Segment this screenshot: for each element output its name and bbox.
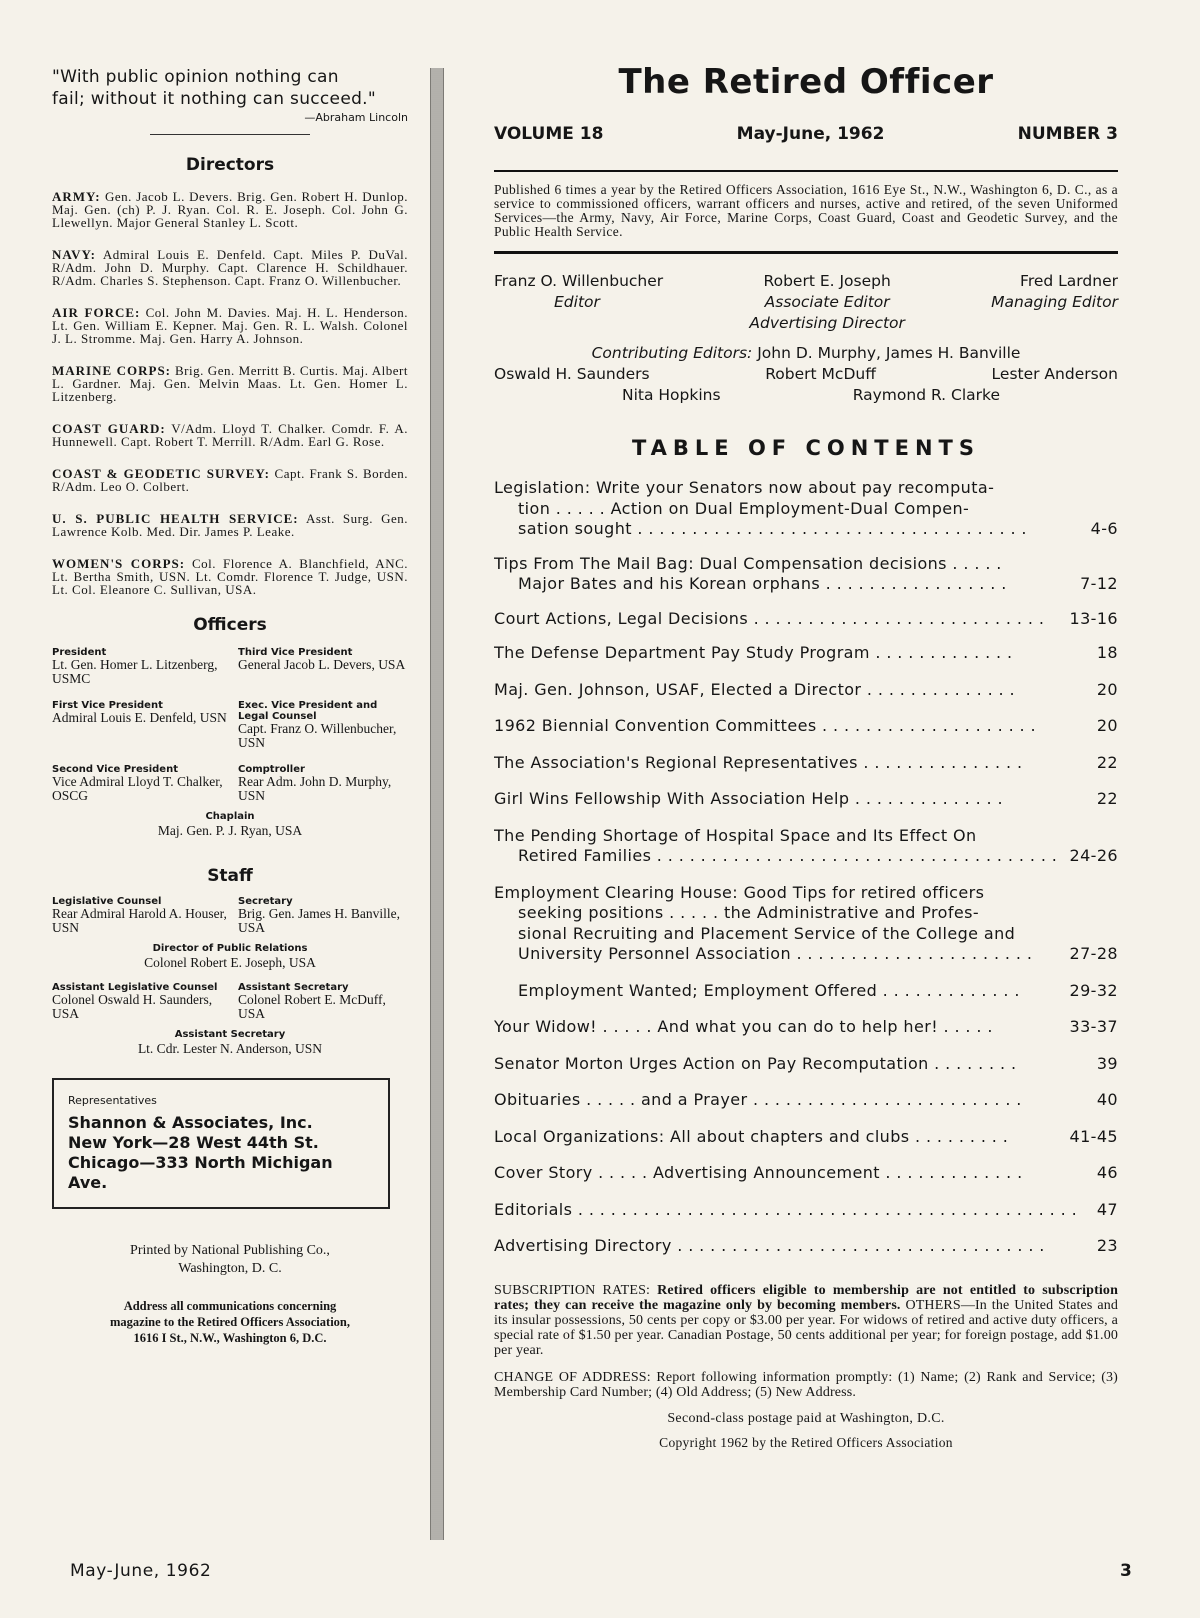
toc-entry-line: The Defense Department Pay Study Program . . . . . . . . . . . . . — [494, 643, 1013, 662]
staff-grid-2 — [52, 982, 408, 1021]
toc-entry-line: Obituaries . . . . . and a Prayer . . . . . . . . . . . . . . . . . . . . . . . . . — [494, 1090, 1022, 1109]
masthead-rule-thick — [494, 251, 1118, 254]
contributor-name: Oswald H. Saunders — [494, 365, 650, 383]
toc-entry[interactable] — [494, 554, 1118, 595]
toc-entry-line: Girl Wins Fellowship With Association Help . . . . . . . . . . . . . . — [494, 789, 1004, 808]
toc-entry-line: Legislation: Write your Senators now about pay recomputa- — [494, 478, 995, 497]
representatives-label: Representatives — [68, 1094, 157, 1107]
toc-entry[interactable] — [494, 1200, 1118, 1221]
quote-line-1: "With public opinion nothing can — [52, 67, 339, 87]
toc-entry[interactable] — [494, 981, 1118, 1002]
toc-entry-line: University Personnel Association . . . . . . . . . . . . . . . . . . . . . . — [518, 944, 1033, 963]
staff-title: Staff — [207, 866, 253, 886]
toc-entry[interactable] — [494, 680, 1118, 701]
staff-entry: Secretary Brig. Gen. James H. Banville, USA — [238, 896, 400, 935]
toc-page-number: 24-26 — [1069, 846, 1118, 865]
toc-title: TABLE OF CONTENTS — [631, 436, 981, 460]
toc-page-number: 40 — [1096, 1090, 1118, 1109]
officer-entry: Comptroller Rear Adm. John D. Murphy, USN — [238, 764, 392, 803]
toc-page-number: 4-6 — [1090, 519, 1118, 538]
toc-entry-line: seeking positions . . . . . the Administrative and Profes- — [518, 903, 980, 922]
staff-entry: Assistant Legislative Counsel Colonel Oswald H. Saunders, USA — [52, 982, 218, 1021]
directors-list — [52, 190, 408, 596]
column-divider — [430, 68, 444, 1540]
toc-page-number: 7-12 — [1080, 574, 1118, 593]
toc-entry-line: Cover Story . . . . . Advertising Announcement . . . . . . . . . . . . . — [494, 1163, 1023, 1182]
toc-entry[interactable] — [494, 883, 1118, 965]
toc-entry[interactable] — [494, 1090, 1118, 1111]
toc-entry-line: Employment Wanted; Employment Offered . . . . . . . . . . . . . — [518, 980, 1020, 1000]
contributor-name: Robert McDuff — [765, 365, 876, 383]
representatives-line: Shannon & Associates, Inc. — [68, 1113, 313, 1132]
director-group: U. S. PUBLIC HEALTH SERVICE: Asst. Surg. Gen. Lawrence Kolb. Med. Dir. James P. Leake. — [52, 511, 408, 539]
toc-entry-line: 1962 Biennial Convention Committees . . . . . . . . . . . . . . . . . . . . — [494, 716, 1037, 735]
toc-page-number: 27-28 — [1069, 944, 1118, 963]
toc-entry[interactable] — [494, 1163, 1118, 1184]
footer-date: May-June, 1962 — [70, 1561, 212, 1581]
toc-entry[interactable] — [494, 1127, 1118, 1148]
contributing-editors — [494, 343, 1118, 406]
issue-number: NUMBER 3 — [1017, 124, 1118, 144]
staff-entry: Assistant Secretary Colonel Robert E. McDuff, USA — [238, 982, 386, 1021]
toc-entry-line: Employment Clearing House: Good Tips for retired officers — [494, 882, 985, 902]
quote-attribution: —Abraham Lincoln — [304, 111, 408, 124]
toc-page-number: 39 — [1096, 1053, 1118, 1073]
toc-entry-line: Advertising Directory . . . . . . . . . . . . . . . . . . . . . . . . . . . . . . . . . . — [494, 1236, 1045, 1255]
toc-page-number: 47 — [1096, 1199, 1118, 1219]
staff-entry: Director of Public Relations Colonel Robert E. Joseph, USA — [144, 943, 316, 970]
contributing-names: John D. Murphy, James H. Banville — [757, 344, 1021, 362]
quote-block — [52, 66, 408, 135]
toc-entry-line: The Pending Shortage of Hospital Space and Its Effect On — [494, 825, 977, 845]
page-number: 3 — [1120, 1561, 1132, 1581]
toc-entry-line: Major Bates and his Korean orphans . . . . . . . . . . . . . . . . . — [518, 574, 1007, 593]
toc-page-number: 20 — [1096, 679, 1118, 699]
director-group: ARMY: Gen. Jacob L. Devers. Brig. Gen. Robert H. Dunlop. Maj. Gen. (ch) P. J. Ryan. Col. R. E. Joseph. Col. John G. Llewellyn. Major General Stanley L. Scott. — [52, 189, 409, 230]
toc-page-number: 22 — [1096, 789, 1118, 808]
directors-title: Directors — [185, 155, 275, 175]
staff-grid — [52, 896, 408, 935]
representatives-box — [52, 1078, 390, 1209]
toc-entry[interactable] — [494, 609, 1118, 630]
printer-credit: Printed by National Publishing Co., Washington, D. C. — [130, 1243, 330, 1276]
postage-note: Second-class postage paid at Washington, D.C. — [667, 1410, 945, 1426]
toc-entry-line: sional Recruiting and Placement Service of the College and — [518, 923, 1016, 943]
toc-entry-line: sation sought . . . . . . . . . . . . . . . . . . . . . . . . . . . . . . . . . . . . — [518, 519, 1027, 538]
toc-entry[interactable] — [494, 789, 1118, 810]
left-column — [52, 66, 408, 1346]
editors-row — [494, 271, 1118, 334]
director-group: MARINE CORPS: Brig. Gen. Merritt B. Curtis. Maj. Albert L. Gardner. Maj. Gen. Melvin Maas. Lt. Gen. Homer L. Litzenberg. — [52, 363, 408, 404]
toc-entry-line: Editorials . . . . . . . . . . . . . . . . . . . . . . . . . . . . . . . . . . . . . . . . . . . . . . — [494, 1199, 1078, 1219]
editor-entry: Franz O. Willenbucher Editor — [494, 272, 664, 311]
representatives-line: Chicago—333 North Michigan — [68, 1153, 333, 1172]
toc-entry[interactable] — [494, 478, 1118, 540]
quote-divider — [150, 134, 310, 135]
issue-info-row — [494, 124, 1118, 144]
chaplain-entry: Chaplain Maj. Gen. P. J. Ryan, USA — [157, 811, 303, 838]
right-column — [494, 60, 1118, 1451]
toc-page-number: 20 — [1096, 716, 1118, 735]
toc-entry-line: The Association's Regional Representatives . . . . . . . . . . . . . . . — [494, 752, 1023, 772]
magazine-title: The Retired Officer — [618, 62, 994, 102]
toc-page-number: 29-32 — [1069, 980, 1118, 1000]
toc-entry-line: Your Widow! . . . . . And what you can do to help her! . . . . . — [494, 1017, 993, 1036]
toc-list — [494, 478, 1118, 1257]
officer-entry: Third Vice President General Jacob L. Devers, USA — [238, 647, 406, 672]
toc-page-number: 41-45 — [1069, 1126, 1118, 1146]
publication-note: Published 6 times a year by the Retired Officers Association, 1616 Eye St., N.W., Washington 6, D. C., as a service to commissioned officers, warrant officers and nurses, active and retired, of the seven Uniformed Services—the Army, Navy, Air Force, Marine Corps, Coast Guard, Coast and Geodetic Survey, and the Public Health Service. — [494, 182, 1118, 239]
contributor-name: Lester Anderson — [991, 365, 1118, 383]
editor-entry: Robert E. Joseph Associate Editor Advertising Director — [749, 272, 905, 332]
toc-entry-line: Senator Morton Urges Action on Pay Recomputation . . . . . . . . — [494, 1053, 1017, 1073]
director-group: COAST GUARD: V/Adm. Lloyd T. Chalker. Comdr. F. A. Hunnewell. Capt. Robert T. Merrill. R/Adm. Earl G. Rose. — [52, 421, 408, 449]
quote-line-2: fail; without it nothing can succeed." — [52, 89, 376, 109]
officer-entry: Exec. Vice President and Legal Counsel Capt. Franz O. Willenbucher, USN — [238, 700, 397, 750]
toc-entry[interactable] — [494, 643, 1118, 664]
representatives-line: New York—28 West 44th St. — [68, 1133, 319, 1152]
officers-grid — [52, 647, 408, 803]
contributing-label: Contributing Editors: — [591, 344, 753, 362]
toc-page-number: 22 — [1096, 752, 1118, 772]
officer-entry: President Lt. Gen. Homer L. Litzenberg, USMC — [52, 647, 218, 686]
toc-page-number: 46 — [1096, 1163, 1118, 1182]
contributor-name: Nita Hopkins — [622, 386, 721, 404]
toc-entry-line: Maj. Gen. Johnson, USAF, Elected a Director . . . . . . . . . . . . . . — [494, 679, 1016, 699]
director-group: NAVY: Admiral Louis E. Denfeld. Capt. Miles P. DuVal. R/Adm. John D. Murphy. Capt. Clarence H. Schildhauer. R/Adm. Charles S. Stephenson. Capt. Franz O. Willenbucher. — [52, 247, 408, 288]
toc-entry[interactable] — [494, 1017, 1118, 1038]
contributor-name: Raymond R. Clarke — [852, 386, 1000, 404]
toc-page-number: 18 — [1096, 643, 1118, 662]
toc-entry-line: Local Organizations: All about chapters and clubs . . . . . . . . . — [494, 1126, 1009, 1146]
toc-entry[interactable] — [494, 826, 1118, 867]
toc-page-number: 13-16 — [1069, 608, 1118, 628]
copyright-note: Copyright 1962 by the Retired Officers Association — [659, 1434, 953, 1450]
address-note: Address all communications concerning magazine to the Retired Officers Association, 1616 I St., N.W., Washington 6, D.C. — [110, 1299, 350, 1345]
masthead-rule — [494, 170, 1118, 172]
director-group: WOMEN'S CORPS: Col. Florence A. Blanchfield, ANC. Lt. Bertha Smith, USN. Lt. Comdr. Florence T. Judge, USN. Lt. Col. Eleanore C. Sullivan, USA. — [52, 556, 409, 597]
representatives-line: Ave. — [68, 1173, 108, 1192]
toc-entry-line: tion . . . . . Action on Dual Employment-Dual Compen- — [518, 498, 970, 518]
officers-title: Officers — [193, 615, 267, 635]
change-of-address: CHANGE OF ADDRESS: Report following information promptly: (1) Name; (2) Rank and Service; (3) Membership Card Number; (4) Old Address; (5) New Address. — [494, 1369, 1118, 1400]
toc-page-number: 23 — [1096, 1236, 1118, 1255]
subscription-rates: SUBSCRIPTION RATES: Retired officers eligible to membership are not entitled to subscription rates; they can receive the magazine only by becoming members. OTHERS—In the United States and its insular possessions, 50 cents per copy or $3.00 per year. For widows of retired and active duty officers, a special rate of $1.50 per year. Canadian Postage, 50 cents additional per year; for foreign postage, add $1.00 per year. — [494, 1282, 1119, 1358]
staff-entry: Assistant Secretary Lt. Cdr. Lester N. Anderson, USN — [137, 1029, 323, 1056]
volume-label: VOLUME 18 — [494, 124, 604, 144]
director-group: AIR FORCE: Col. John M. Davies. Maj. H. L. Henderson. Lt. Gen. William E. Kepner. Maj. Gen. R. L. Walsh. Colonel J. L. Stromme. Maj. Gen. Harry A. Johnson. — [52, 305, 409, 346]
toc-page-number: 33-37 — [1069, 1017, 1118, 1036]
officer-entry: Second Vice President Vice Admiral Lloyd T. Chalker, OSCG — [52, 764, 223, 803]
toc-entry[interactable] — [494, 1236, 1118, 1257]
toc-entry[interactable] — [494, 1054, 1118, 1075]
toc-entry-line: Retired Families . . . . . . . . . . . . . . . . . . . . . . . . . . . . . . . . . . . . . — [518, 846, 1058, 865]
toc-entry-line: Tips From The Mail Bag: Dual Compensation decisions . . . . . — [494, 553, 1002, 573]
toc-entry[interactable] — [494, 716, 1118, 737]
issue-date: May-June, 1962 — [736, 124, 885, 144]
toc-entry-line: Court Actions, Legal Decisions . . . . . . . . . . . . . . . . . . . . . . . . . . . — [494, 608, 1045, 628]
toc-entry[interactable] — [494, 753, 1118, 774]
staff-entry: Legislative Counsel Rear Admiral Harold A. Houser, USN — [52, 896, 227, 935]
editor-entry: Fred Lardner Managing Editor — [991, 272, 1118, 311]
officer-entry: First Vice President Admiral Louis E. Denfeld, USN — [52, 700, 227, 725]
director-group: COAST & GEODETIC SURVEY: Capt. Frank S. Borden. R/Adm. Leo O. Colbert. — [52, 466, 408, 494]
